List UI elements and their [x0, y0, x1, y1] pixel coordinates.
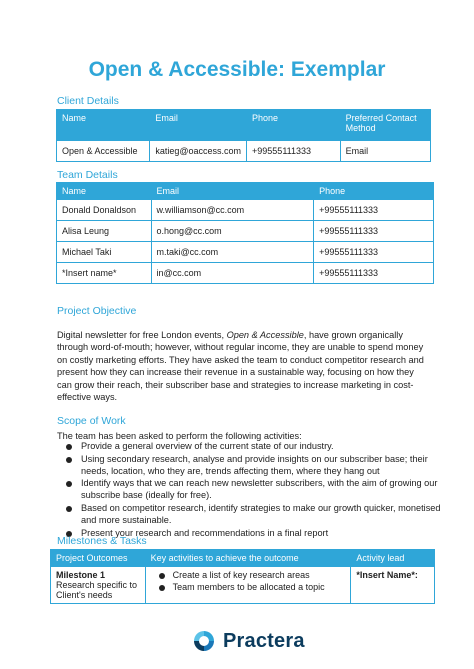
activity-text: Identify ways that we can reach new newsletter subscribers, with the aim of growing our subscribe base (ideally for free).: [81, 478, 438, 501]
objective-text-end: , have grown organically through word-of-mouth; however, without regular income, they are unable to spend money on costly marketing efforts. They have asked the team to conduct competitor research and present how they can increase their revenue in a sustainable way, focusing on how they can grow their reach, their subscriber base and strategies to increase marketing in cost-effective ways.: [57, 330, 424, 403]
milestone-activity-text: Create a list of key research areas: [172, 570, 310, 580]
team-name-cell: Michael Taki: [57, 242, 152, 263]
bullet-icon: [159, 573, 165, 579]
practera-logo-icon: [192, 629, 216, 653]
client-email-cell: katieg@oaccess.com: [150, 141, 247, 162]
milestones-table: [50, 549, 435, 604]
activity-text: Based on competitor research, identify strategies to make our growth quicker, monetised and more sustainable.: [81, 502, 441, 525]
table-row: [57, 263, 434, 284]
list-item: [81, 441, 451, 453]
table-row: [57, 221, 434, 242]
list-item: [81, 454, 451, 478]
milestone-activities-list: [151, 570, 346, 593]
activity-text: Using secondary research, analyse and provide insights on our subscriber base; their needs, location, who they are, trends affecting them, where they hang out: [81, 453, 428, 476]
document-title: Open & Accessible: Exemplar: [88, 58, 386, 81]
team-phone-cell: +99555111333: [314, 200, 434, 221]
client-details-table: [56, 109, 431, 162]
table-header-row: [51, 550, 435, 567]
column-header-name: Name: [57, 110, 150, 141]
client-name-cell: Open & Accessible: [57, 141, 150, 162]
team-name-cell: Alisa Leung: [57, 221, 152, 242]
objective-client-name: Open & Accessible: [226, 330, 304, 340]
list-item: [81, 478, 451, 502]
table-row: [57, 200, 434, 221]
table-header-row: [57, 110, 431, 141]
column-header-phone: Phone: [314, 183, 434, 200]
project-objective-text: [57, 329, 427, 403]
column-header-key-activities: Key activities to achieve the outcome: [145, 550, 351, 567]
team-phone-cell: +99555111333: [314, 263, 434, 284]
column-header-email: Email: [151, 183, 314, 200]
activities-list: [57, 441, 451, 540]
bullet-icon: [66, 444, 72, 450]
client-details-heading: Client Details: [57, 95, 119, 107]
list-item: [173, 582, 346, 594]
practera-logo: [192, 628, 305, 654]
bullet-icon: [66, 457, 72, 463]
team-email-cell: in@cc.com: [151, 263, 314, 284]
table-row: [57, 141, 431, 162]
team-name-cell: Donald Donaldson: [57, 200, 152, 221]
list-item: [173, 570, 346, 582]
milestone-title: Milestone 1: [56, 570, 106, 580]
column-header-activity-lead: Activity lead: [351, 550, 435, 567]
activity-text: Provide a general overview of the current state of our industry.: [81, 441, 334, 451]
team-details-heading: Team Details: [57, 169, 118, 181]
column-header-email: Email: [150, 110, 247, 141]
client-contact-method-cell: Email: [340, 141, 430, 162]
milestone-outcome-cell: [51, 567, 146, 604]
scope-intro-text: The team has been asked to perform the following activities:: [57, 431, 302, 441]
team-email-cell: w.williamson@cc.com: [151, 200, 314, 221]
activity-text: Present your research and recommendations in a final report: [81, 527, 329, 538]
team-email-cell: o.hong@cc.com: [151, 221, 314, 242]
bullet-icon: [159, 585, 165, 591]
table-row: [57, 242, 434, 263]
column-header-preferred-contact: Preferred Contact Method: [340, 110, 430, 141]
team-email-cell: m.taki@cc.com: [151, 242, 314, 263]
bullet-icon: [66, 481, 72, 487]
milestones-heading: Milestones & Tasks: [57, 535, 147, 547]
list-item: [81, 503, 451, 527]
table-header-row: [57, 183, 434, 200]
column-header-project-outcomes: Project Outcomes: [51, 550, 146, 567]
scope-of-work-heading: Scope of Work: [57, 415, 126, 427]
milestone-activity-text: Team members to be allocated a topic: [172, 581, 325, 592]
column-header-phone: Phone: [247, 110, 341, 141]
column-header-name: Name: [57, 183, 152, 200]
logo-wordmark: Practera: [223, 629, 305, 652]
client-phone-cell: +99555111333: [247, 141, 341, 162]
table-row: [51, 567, 435, 604]
milestone-description: Research specific to Client's needs: [56, 580, 138, 600]
team-phone-cell: +99555111333: [314, 221, 434, 242]
bullet-icon: [66, 506, 72, 512]
project-objective-heading: Project Objective: [57, 305, 137, 317]
team-name-cell: *Insert name*: [57, 263, 152, 284]
team-details-table: [56, 182, 434, 284]
milestone-activities-cell: [145, 567, 351, 604]
team-phone-cell: +99555111333: [314, 242, 434, 263]
objective-text-start: Digital newsletter for free London events,: [57, 330, 227, 340]
milestone-lead-cell: *Insert Name*:: [351, 567, 435, 604]
